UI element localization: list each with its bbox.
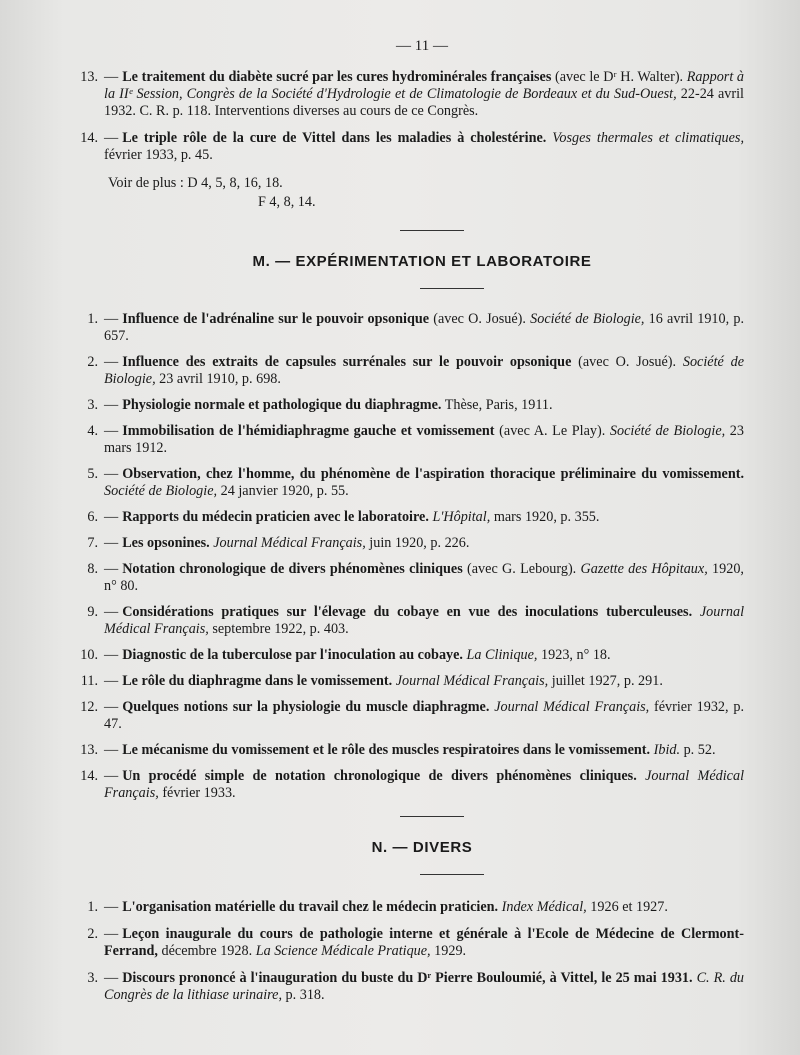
entry-title: Influence des extraits de capsules surrénales sur le pouvoir opsonique [122, 354, 572, 370]
entry-rest: (avec O. Josué). [429, 311, 531, 327]
entry-number: 10. [80, 647, 98, 663]
bibliography-entry [60, 899, 744, 916]
entry-rest: (avec le Dʳ H. Walter). [551, 69, 687, 85]
entry-number: 1. [87, 899, 98, 915]
entry-content: — Le mécanisme du vomissement et le rôle des muscles respiratoires dans le vomissement. Ibid. p. 52. [104, 742, 716, 758]
entry-content: — Physiologie normale et pathologique du diaphragme. Thèse, Paris, 1911. [104, 397, 553, 413]
entry-rest: décembre 1928. [157, 943, 256, 959]
entry-number: 14. [80, 130, 98, 146]
entry-tail: février 1933, p. 45. [104, 147, 213, 163]
entry-content: — Immobilisation de l'hémidiaphragme gauche et vomissement (avec A. Le Play). Société de Biologie, 23 mars 1912. [104, 423, 744, 456]
entry-title: Discours prononcé à l'inauguration du buste du Dʳ Pierre Bouloumié, à Vittel, le 25 mai 1931. [122, 970, 693, 986]
voir-line2: F 4, 8, 14. [258, 194, 316, 210]
entry-tail: p. 52. [680, 742, 716, 758]
entry-number: 4. [87, 423, 98, 439]
entry-number: 8. [87, 561, 98, 577]
entry-title: Considérations pratiques sur l'élevage du cobaye en vue des inoculations tuberculeuses. [122, 604, 693, 620]
voir-line1: D 4, 5, 8, 16, 18. [187, 175, 283, 191]
entry-content: — Influence de l'adrénaline sur le pouvoir opsonique (avec O. Josué). Société de Biologie, 16 avril 1910, p. 657. [104, 311, 744, 344]
bibliography-entry [60, 742, 744, 759]
entry-rest: (avec G. Lebourg). [462, 561, 581, 577]
entry-tail: 1923, n° 18. [537, 647, 611, 663]
entry-number: 14. [80, 768, 98, 784]
entry-rest: (avec O. Josué). [571, 354, 683, 370]
entry-content: — Discours prononcé à l'inauguration du buste du Dʳ Pierre Bouloumié, à Vittel, le 25 mai 1931. C. R. du Congrès de la lithiase urinaire, p. 318. [104, 970, 745, 1003]
entry-number: 7. [87, 535, 98, 551]
bibliography-entry [60, 535, 744, 552]
entry-tail: 23 mars 1912. [104, 423, 744, 456]
entry-content: — Notation chronologique de divers phénomènes cliniques (avec G. Lebourg). Gazette des Hôpitaux, 1920, n° 80. [104, 561, 744, 594]
bibliography-entry [60, 466, 744, 500]
entry-tail: p. 318. [282, 987, 325, 1003]
bibliography-entry [60, 509, 744, 526]
entry-number: 1. [87, 311, 98, 327]
entry-title: Notation chronologique de divers phénomènes cliniques [122, 561, 463, 577]
entry-title: L'organisation matérielle du travail chez le médecin praticien. [122, 899, 499, 915]
entry-source: Journal Médical Français, [494, 699, 650, 715]
bibliography-entry [60, 699, 744, 733]
entry-content: — Diagnostic de la tuberculose par l'inoculation au cobaye. La Clinique, 1923, n° 18. [104, 647, 611, 663]
entry-title: Leçon inaugurale du cours de pathologie interne et générale à l'Ecole de Médecine de Clermont-Ferrand, [104, 926, 744, 959]
entry-number: 9. [87, 604, 98, 620]
entry-title: Rapports du médecin praticien avec le laboratoire. [122, 509, 429, 525]
entry-content: — Observation, chez l'homme, du phénomène de l'aspiration thoracique préliminaire du vomissement. Société de Biologie, 24 janvier 1920, p. 55. [104, 466, 744, 499]
bibliography-entry [60, 69, 744, 120]
entry-number: 6. [87, 509, 98, 525]
entry-source: C. R. du Congrès de la lithiase urinaire, [104, 970, 745, 1003]
entry-source: Journal Médical Français, [395, 673, 549, 689]
bibliography-entry [60, 926, 744, 960]
entry-tail: février 1933. [158, 785, 236, 801]
entry-content: — Les opsonines. Journal Médical Français, juin 1920, p. 226. [104, 535, 470, 551]
bibliography-entry [60, 423, 744, 457]
entry-number: 11. [80, 673, 98, 689]
entry-content: — Quelques notions sur la physiologie du muscle diaphragme. Journal Médical Français, février 1932, p. 47. [104, 699, 744, 732]
entry-source: La Clinique, [466, 647, 538, 663]
voir-de-plus [108, 174, 744, 212]
entry-title: Immobilisation de l'hémidiaphragme gauche et vomissement [122, 423, 495, 439]
bibliography-entry [60, 970, 744, 1004]
entry-tail: 1920, n° 80. [104, 561, 744, 594]
entry-rest: (avec A. Le Play). [494, 423, 610, 439]
entry-tail: 1929. [430, 943, 467, 959]
entry-tail: mars 1920, p. 355. [490, 509, 600, 525]
entry-source: Journal Médical Français, [104, 768, 745, 801]
entry-source: Ibid. [653, 742, 681, 758]
entry-tail: juin 1920, p. 226. [365, 535, 470, 551]
entry-title: Quelques notions sur la physiologie du muscle diaphragme. [122, 699, 490, 715]
entry-title: Le mécanisme du vomissement et le rôle des muscles respiratoires dans le vomissement. [122, 742, 651, 758]
bibliography-entry [60, 647, 744, 664]
entry-source: Société de Biologie, [104, 483, 218, 499]
entry-title: Observation, chez l'homme, du phénomène de l'aspiration thoracique préliminaire du vomissement. [122, 466, 744, 482]
entry-source: L'Hôpital, [432, 509, 491, 525]
entry-tail: 1926 et 1927. [586, 899, 668, 915]
entry-rest [637, 768, 645, 784]
entry-content: — Influence des extraits de capsules surrénales sur le pouvoir opsonique (avec O. Josué). Société de Biologie, 23 avril 1910, p. 698. [104, 354, 744, 387]
entry-content: — Considérations pratiques sur l'élevage du cobaye en vue des inoculations tuberculeuses. Journal Médical Français, septembre 1922, p. 403. [104, 604, 745, 637]
entry-content: — Leçon inaugurale du cours de pathologie interne et générale à l'Ecole de Médecine de Clermont-Ferrand, décembre 1928. La Science Médicale Pratique, 1929. [104, 926, 744, 959]
entry-source: La Science Médicale Pratique, [255, 943, 431, 959]
entry-content: — Le rôle du diaphragme dans le vomissement. Journal Médical Français, juillet 1927, p. 291. [104, 673, 663, 689]
entry-title: Le traitement du diabète sucré par les cures hydrominérales françaises [122, 69, 552, 85]
entry-content: — Un procédé simple de notation chronologique de divers phénomènes cliniques. Journal Médical Français, février 1933. [104, 768, 745, 801]
entry-source: Journal Médical Français, [104, 604, 745, 637]
bibliography-entry [60, 673, 744, 690]
entry-title: Influence de l'adrénaline sur le pouvoir opsonique [122, 311, 430, 327]
section-n-entries [60, 899, 744, 1004]
bibliography-entry [60, 354, 744, 388]
entry-number: 5. [87, 466, 98, 482]
entry-source: Société de Biologie, [104, 354, 744, 387]
bibliography-entry [60, 397, 744, 414]
entry-content: — Le traitement du diabète sucré par les cures hydrominérales françaises (avec le Dʳ H. Walter). Rapport à la IIᵉ Session, Congrès de la Société d'Hydrologie et de Climatologie de Bordeaux et du Sud-Ouest, 22-24 avril 1932. C. R. p. 118. Interventions diverses au cours de ce Congrès. [104, 69, 744, 119]
entry-source: Rapport à la IIᵉ Session, Congrès de la Société d'Hydrologie et de Climatologie de Bordeaux et du Sud-Ouest, [104, 69, 744, 102]
entry-source: Société de Biologie, [609, 423, 726, 439]
entry-rest [692, 604, 700, 620]
entry-tail: 16 avril 1910, p. 657. [104, 311, 744, 344]
section-m-title: M. — EXPÉRIMENTATION ET LABORATOIRE [252, 253, 592, 270]
section-n-title: N. — DIVERS [371, 839, 473, 856]
bibliography-entry [60, 604, 744, 638]
entry-tail: 23 avril 1910, p. 698. [155, 371, 281, 387]
entry-number: 13. [80, 742, 98, 758]
entry-title: Les opsonines. [122, 535, 210, 551]
entry-tail: juillet 1927, p. 291. [548, 673, 663, 689]
divider [400, 816, 464, 817]
bibliography-entry [60, 311, 744, 345]
top-entries [60, 69, 744, 164]
entry-tail: septembre 1922, p. 403. [208, 621, 349, 637]
entry-content: — Rapports du médecin praticien avec le laboratoire. L'Hôpital, mars 1920, p. 355. [104, 509, 600, 525]
entry-rest: Thèse, Paris, 1911. [441, 397, 553, 413]
page-number: — 11 — [396, 38, 448, 54]
entry-number: 3. [87, 970, 98, 986]
bibliography-entry [60, 768, 744, 802]
voir-label: Voir de plus : [108, 175, 188, 191]
section-m-entries [60, 311, 744, 802]
entry-title: Physiologie normale et pathologique du diaphragme. [122, 397, 442, 413]
entry-number: 12. [80, 699, 98, 715]
entry-source: Vosges thermales et climatiques, [552, 130, 744, 146]
entry-title: Le triple rôle de la cure de Vittel dans les maladies à cholestérine. [122, 130, 547, 146]
entry-number: 2. [87, 926, 98, 942]
entry-number: 3. [87, 397, 98, 413]
entry-content: — Le triple rôle de la cure de Vittel dans les maladies à cholestérine. Vosges thermales et climatiques, février 1933, p. 45. [104, 130, 744, 163]
entry-tail: 24 janvier 1920, p. 55. [217, 483, 349, 499]
divider [420, 874, 484, 875]
entry-title: Diagnostic de la tuberculose par l'inoculation au cobaye. [122, 647, 463, 663]
entry-source: Société de Biologie, [530, 311, 645, 327]
entry-source: Index Médical, [501, 899, 587, 915]
bibliography-entry [60, 561, 744, 595]
entry-source: Gazette des Hôpitaux, [580, 561, 708, 577]
entry-title: Un procédé simple de notation chronologique de divers phénomènes cliniques. [122, 768, 637, 784]
divider [420, 288, 484, 289]
entry-tail: février 1932, p. 47. [104, 699, 744, 732]
bibliography-entry [60, 130, 744, 164]
entry-number: 13. [80, 69, 98, 85]
entry-tail: 22-24 avril 1932. C. R. p. 118. Interventions diverses au cours de ce Congrès. [104, 86, 744, 119]
entry-content: — L'organisation matérielle du travail chez le médecin praticien. Index Médical, 1926 et 1927. [104, 899, 668, 915]
divider [400, 230, 464, 231]
entry-number: 2. [87, 354, 98, 370]
entry-source: Journal Médical Français, [213, 535, 366, 551]
entry-title: Le rôle du diaphragme dans le vomissement. [122, 673, 393, 689]
